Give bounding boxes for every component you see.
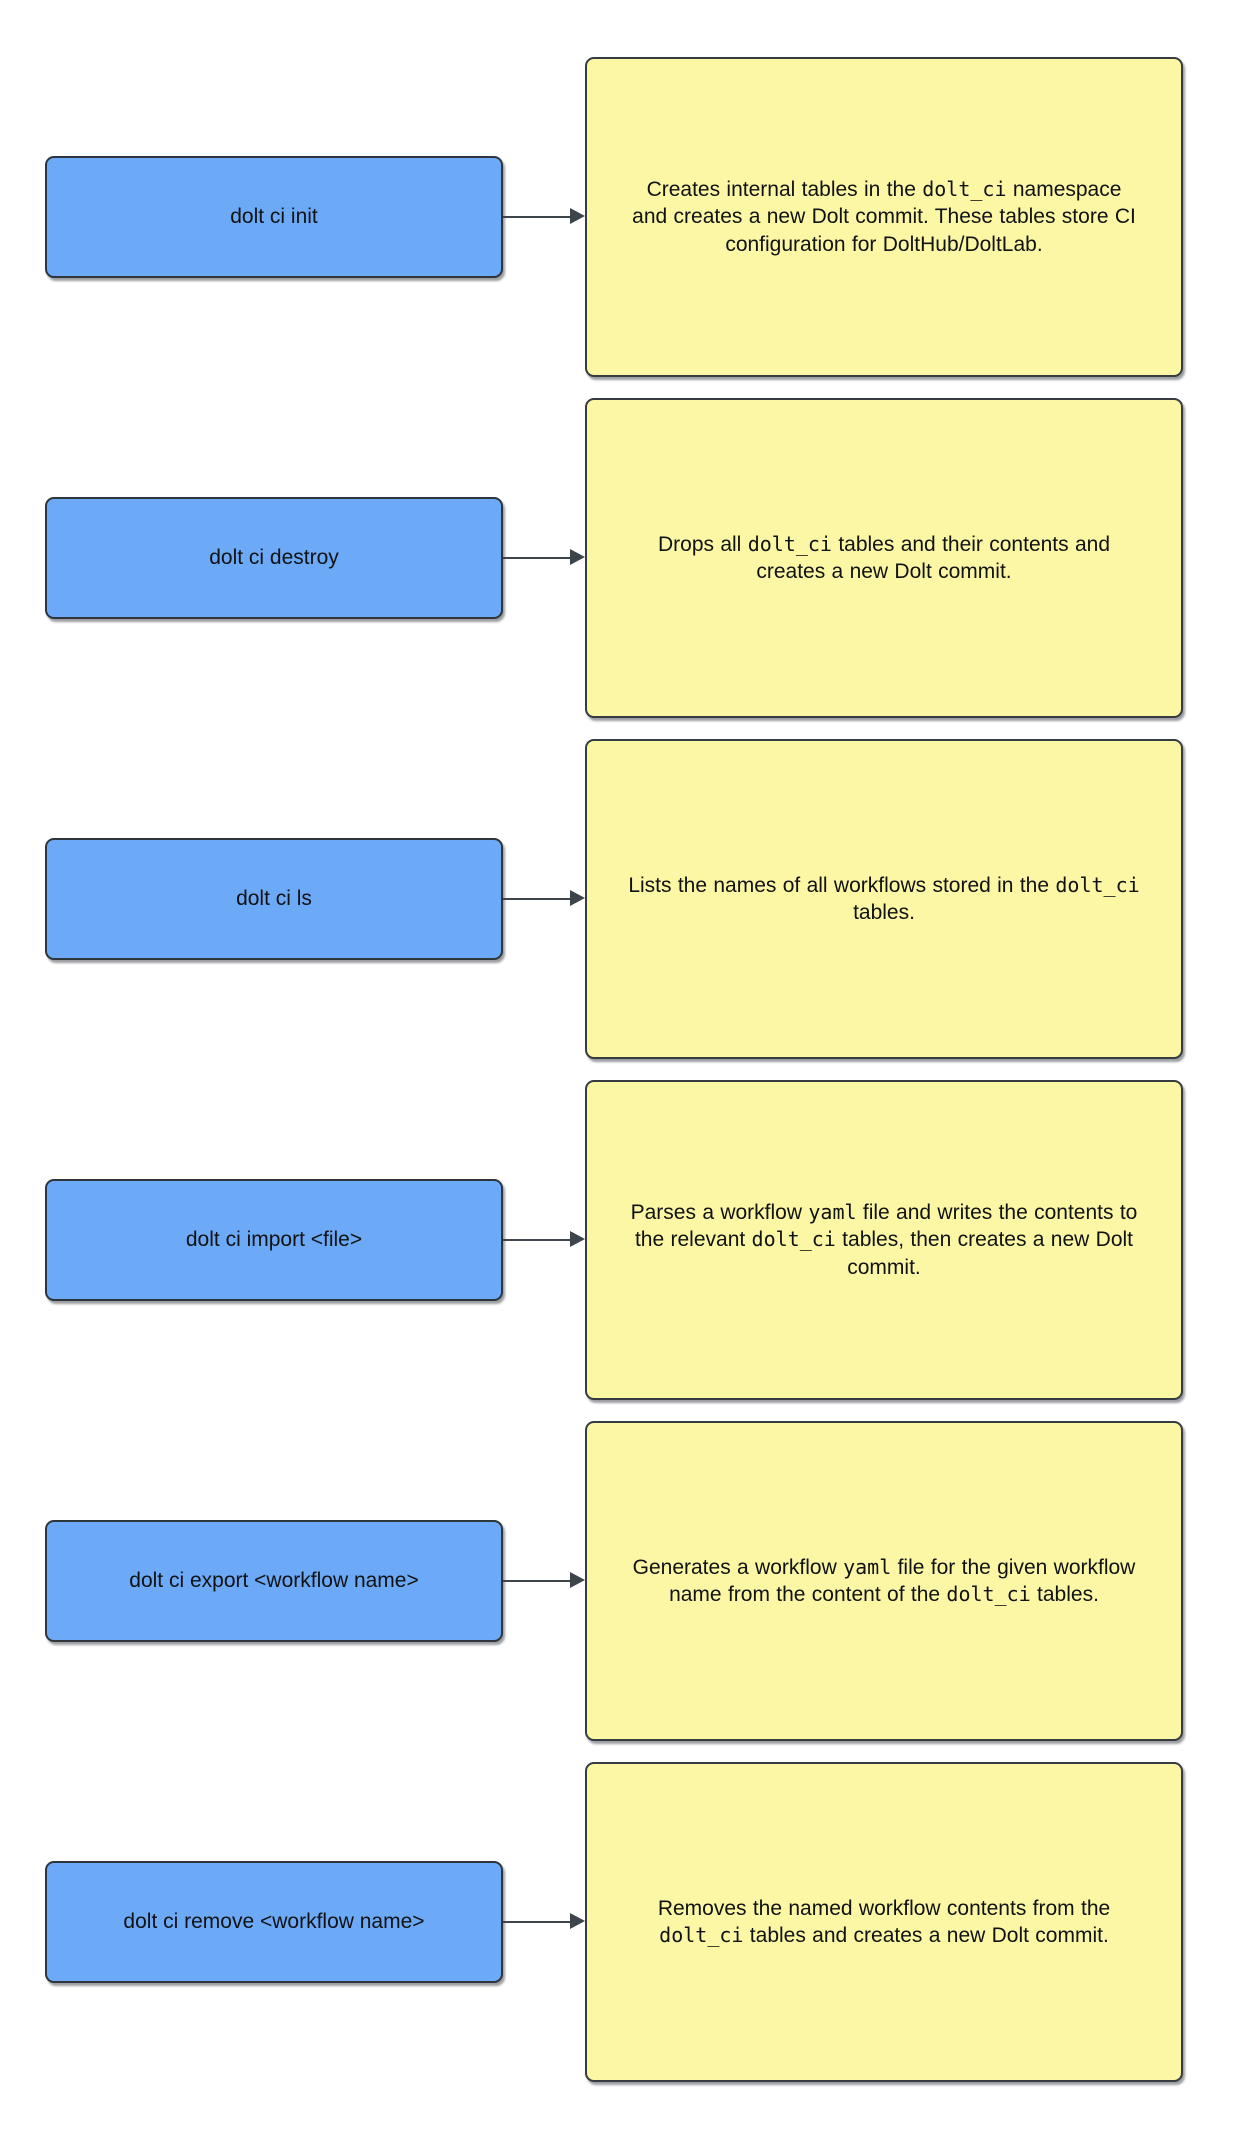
command-box	[45, 1179, 503, 1301]
connector-line	[503, 1239, 572, 1242]
inline-code: dolt_ci	[1055, 872, 1140, 897]
command-label: dolt ci import <file>	[185, 1227, 363, 1251]
description-text	[627, 1895, 1141, 1950]
description-text	[627, 1554, 1141, 1609]
inline-code: dolt_ci	[751, 1227, 836, 1252]
arrow-right-icon	[570, 1913, 585, 1929]
diagram-row	[0, 1762, 1245, 2082]
text-segment: tables.	[853, 901, 915, 924]
command-box	[45, 156, 503, 278]
diagram-rows	[0, 57, 1245, 2082]
arrow-right-icon	[570, 890, 585, 906]
description-box	[585, 1421, 1183, 1741]
command-box	[45, 838, 503, 960]
diagram-row	[0, 739, 1245, 1059]
arrow-right-icon	[570, 1572, 585, 1588]
command-label: dolt ci destroy	[209, 545, 339, 569]
inline-code: dolt_ci	[747, 531, 832, 556]
inline-code: yaml	[808, 1200, 857, 1225]
inline-code: dolt_ci	[922, 177, 1007, 202]
description-box	[585, 398, 1183, 718]
text-segment: Drops all	[657, 532, 748, 556]
text-segment: tables and their contents and creates a new Dolt commit.	[756, 532, 1111, 583]
command-box	[45, 1861, 503, 1983]
description-text	[627, 872, 1141, 927]
text-segment: namespace and creates a new Dolt commit. These tables store CI configuration for DoltHub/DoltLab.	[632, 178, 1136, 256]
description-text	[627, 531, 1141, 586]
text-segment: tables.	[1030, 1583, 1099, 1606]
diagram-row	[0, 1080, 1245, 1400]
command-label: dolt ci export <workflow name>	[129, 1568, 419, 1592]
connector-line	[503, 898, 572, 901]
description-box	[585, 1080, 1183, 1400]
connector-line	[503, 557, 572, 560]
description-box	[585, 739, 1183, 1059]
description-text	[627, 1199, 1141, 1281]
description-text	[627, 176, 1141, 258]
diagram-row	[0, 57, 1245, 377]
command-box	[45, 1520, 503, 1642]
text-segment: tables and creates a new Dolt commit.	[743, 1924, 1109, 1947]
arrow-right-icon	[570, 549, 585, 565]
arrow-right-icon	[570, 1231, 585, 1247]
text-segment: file for the given workflow name from the content of the	[669, 1555, 1136, 1606]
diagram-row	[0, 398, 1245, 718]
description-box	[585, 1762, 1183, 2082]
command-box	[45, 497, 503, 619]
connector-line	[503, 216, 572, 219]
text-segment: Generates a workflow	[632, 1555, 844, 1579]
command-label: dolt ci init	[230, 204, 318, 228]
diagram-row	[0, 1421, 1245, 1741]
connector-line	[503, 1580, 572, 1583]
inline-code: dolt_ci	[946, 1582, 1031, 1606]
description-box	[585, 57, 1183, 377]
arrow-right-icon	[570, 208, 585, 224]
text-segment: file and writes the contents to the relevant	[634, 1201, 1138, 1252]
text-segment: tables, then creates a new Dolt commit.	[835, 1228, 1134, 1279]
inline-code: yaml	[843, 1554, 892, 1579]
text-segment: Parses a workflow	[630, 1201, 809, 1225]
connector-line	[503, 1921, 572, 1924]
inline-code: dolt_ci	[659, 1923, 744, 1947]
command-label: dolt ci remove <workflow name>	[123, 1909, 425, 1933]
command-label: dolt ci ls	[236, 886, 312, 910]
text-segment: Creates internal tables in the	[646, 178, 923, 202]
text-segment: Removes the named workflow contents from the	[657, 1896, 1111, 1920]
text-segment: Lists the names of all workflows stored in the	[628, 873, 1056, 897]
